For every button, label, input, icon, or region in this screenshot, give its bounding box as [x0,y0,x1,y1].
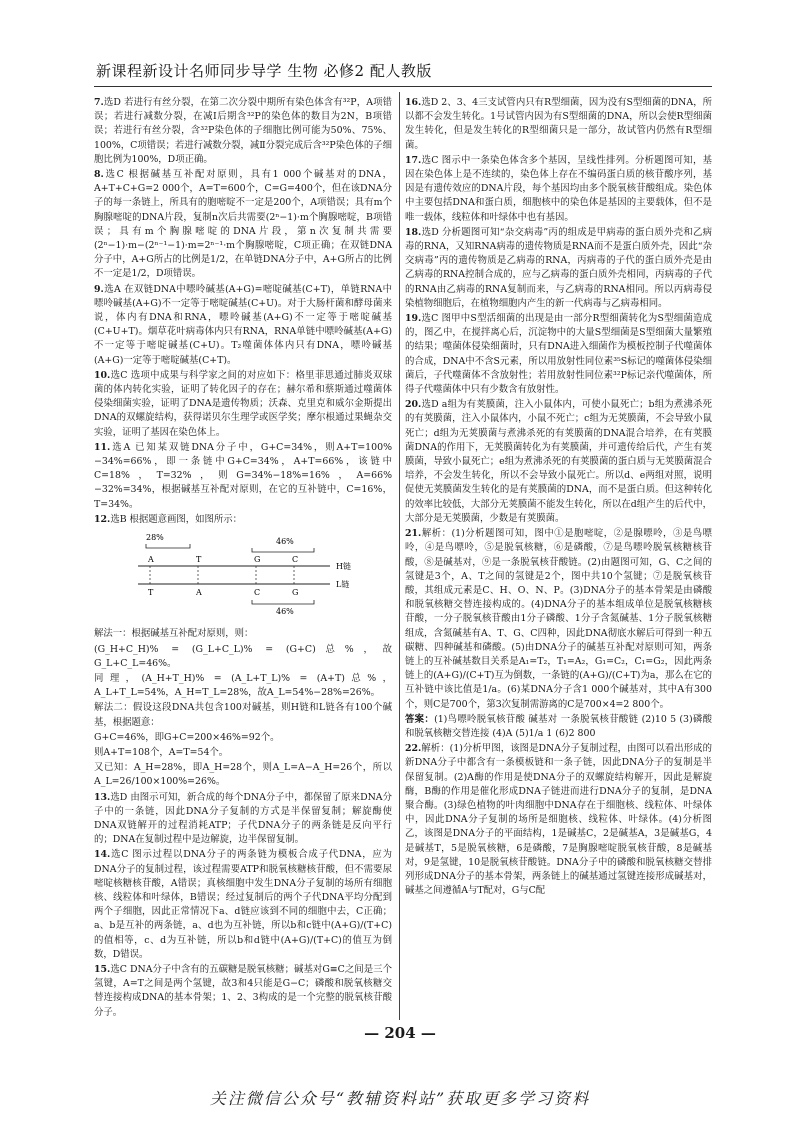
item-number: 21. [405,528,422,540]
answer-item [405,527,712,712]
left-column [94,96,392,1021]
l-letter: G [292,588,299,598]
answer-item [94,283,392,368]
brace-top-left [146,544,190,548]
item-number: 19. [405,313,422,325]
footer-note: 关注微信公众号“教辅资料站”获取更多学习资料 [209,1089,591,1108]
h-letter: A [148,555,154,565]
answer-item [94,513,392,527]
answer-item [94,369,392,440]
brace-top-mid [252,548,314,552]
item-number: 8. [94,169,104,181]
column-divider [399,92,400,1020]
item-text: 选C DNA分子中含有的五碳糖是脱氧核糖；碱基对G≡C之间是三个氢键，A=T之间是两个氢键，故3和4只能是G−C；磷酸和脱氧核糖交替连接构成DNA的基本骨架；1、2、3构成的是一个完整的脱氧核苷酸分子。 [94,963,392,1018]
solution-line: (G_H+C_H)% = (G_L+C_L)% = (G+C)总%，故G_L+C_L=46%。 [94,643,392,669]
diagram-top-percent: 28% [146,533,164,543]
running-header: 新课程新设计名师同步导学 生物 必修2 配人教版 [96,62,432,80]
header-rule [94,86,712,87]
item-text: 选D a组为有荚膜菌，注入小鼠体内，可使小鼠死亡；b组为煮沸杀死的有荚膜菌，注入小鼠体内，小鼠不死亡；c组为无荚膜菌，不会导致小鼠死亡；d组为无荚膜菌与煮沸杀死的有荚膜菌的DNA混合培养，在有荚膜菌DNA的作用下，无荚膜菌转化为有荚膜菌，并可遗传给后代，产生有荚膜菌，导致小鼠死亡；e组为煮沸杀死的有荚膜菌的蛋白质与无荚膜菌混合培养，不会发生转化，所以不会导致小鼠死亡。所以d、e两组对照，说明促使无荚膜菌发生转化的是有荚膜菌的DNA，而不是蛋白质。但这种转化的效率比较低，大部分无荚膜菌不能发生转化，所以在d组产生的后代中，大部分是无荚膜菌，少数是有荚膜菌。 [405,399,712,524]
item-number: 12. [94,513,111,525]
h-letter: G [254,555,261,565]
answer-item [405,154,712,225]
h-letter: C [292,555,299,565]
item-number: 11. [94,441,111,453]
solution-line: G+C=46%，即G+C=200×46%=92个。 [94,731,280,743]
item-text: 解析：(1)分析题图可知，图中①是胞嘧啶，②是腺嘌呤，③是鸟嘌呤，④是鸟嘌呤，⑤是脱氧核糖，⑥是磷酸，⑦是鸟嘌呤脱氧核糖核苷酸，⑧是碱基对，⑨是一条脱氧核苷酸链。(2)由题图可知，G、C之间的氢键是3个，A、T之间的氢键是2个，图中共10个氢键；⑦是脱氧核苷酸，其组成元素是C、H、O、N、P。(3)DNA分子的基本骨架是由磷酸和脱氧核糖交替连接构成的。(4)DNA分子的基本组成单位是脱氧核糖核苷酸，一分子脱氧核苷酸由1分子磷酸、1分子含氮碱基、1分子脱氧核糖组成，含氮碱基有A、T、G、C四种，因此DNA彻底水解后可得到一种五碳糖、四种碱基和磷酸。(5)由DNA分子的碱基互补配对原则可知，两条链上的互补碱基数目关系是A₁=T₂，T₁=A₂，G₁=C₂，C₁=G₂，因此两条链上的(A+G)/(C+T)互为倒数，一条链的(A+G)/(C+T)为a，那么在它的互补链中该比值是1/a。(6)某DNA分子含1 000个碱基对，其中A有300个，则C是700个，第3次复制需游离的C是700×4=2 800个。 [405,528,712,710]
solution-line: 则A+T=108个，A=T=54个。 [94,746,229,758]
l-letter: T [148,588,154,598]
page-number: — 204 — [364,1024,436,1042]
item-text: 选A 在双链DNA中嘌呤碱基(A+G)=嘧啶碱基(C+T)，单链RNA中嘌呤碱基(A+G)不一定等于嘧啶碱基(C+U)。对于大肠杆菌和酵母菌来说，体内有DNA和RNA，嘌呤碱基(A+G)不一定等于嘧啶碱基(C+U+T)。烟草花叶病毒体内只有RNA，RNA单链中嘌呤碱基(A+G)不一定等于嘧啶碱基(C+U)。T₂噬菌体体内只有DNA，嘌呤碱基(A+G)一定等于嘧啶碱基(C+T)。 [94,283,392,366]
answer-summary [405,713,712,741]
right-column [405,96,712,899]
answer-label: 答案： [405,713,435,725]
l-letter: C [254,588,261,598]
h-letter: T [196,555,202,565]
answer-item [94,791,392,848]
item-number: 18. [405,226,422,238]
item-text: 选C 选项中成果与科学家之间的对应如下：格里菲思通过肺炎双球菌的体内转化实验，证明了转化因子的存在；赫尔希和蔡斯通过噬菌体侵染细菌实验，证明了DNA是遗传物质；沃森、克里克和威尔金斯提出DNA的双螺旋结构，获得诺贝尔生理学或医学奖；摩尔根通过果蝇杂交实验，证明了基因在染色体上。 [94,369,392,438]
dna-strand-diagram [134,530,374,620]
brace-bottom-mid [252,600,314,604]
item-text: 选D 2、3、4三支试管内只有R型细菌，因为没有S型细菌的DNA，所以都不会发生转化。1号试管内因为有S型细菌的DNA，所以会使R型细菌发生转化，但是发生转化的R型细菌只是一部分，故试管内仍然有R型细菌。 [405,97,712,151]
item-number: 14. [94,849,111,861]
item-text: 选C 图示过程以DNA分子的两条链为模板合成子代DNA，应为DNA分子的复制过程，该过程需要ATP和脱氧核糖核苷酸，但不需要尿嘧啶核糖核苷酸，A错误；真核细胞中发生DNA分子复制的场所有细胞核、线粒体和叶绿体，B错误；经过复制后的两个子代DNA平均分配到两个子细胞，因此正常情况下a、d链应该到不同的细胞中去，C正确；a、b是互补的两条链，a、d也为互补链，所以b和c链中(A+G)/(T+C)的值相等，c、d为互补链，所以b和d链中(A+G)/(T+C)的值互为倒数，D错误。 [94,849,392,960]
item-number: 16. [405,97,422,108]
item-text: 选D 若进行有丝分裂，在第二次分裂中期所有染色体含有³²P，A项错误；若进行减数分裂，在减Ⅰ后期含³²P的染色体的数目为2N，B项错误；若进行有丝分裂，含³²P染色体的子细胞比例可能为50%、75%、100%，C项错误；若进行减数分裂，减Ⅱ分裂完成后含³²P染色体的子细胞比例为100%，D项正确。 [94,97,392,165]
solution-line: 解法二：假设这段DNA共包含100对碱基，则H链和L链各有100个碱基，根据题意： [94,702,392,728]
item-number: 22. [405,743,422,755]
item-text: 选C 图甲中S型活细菌的出现是由一部分R型细菌转化为S型细菌造成的，图乙中，在搅拌离心后，沉淀物中的大量S型细菌是S型细菌大量繁殖的结果；噬菌体侵染细菌时，只有DNA进入细菌作为模板控制子代噬菌体的合成，DNA中不含S元素，所以用放射性同位素³⁵S标记的噬菌体侵染细菌后，子代噬菌体不含放射性；若用放射性同位素³²P标记亲代噬菌体，所得子代噬菌体中只有少数含有放射性。 [405,313,712,396]
item-number: 10. [94,369,111,381]
answer-text: (1)鸟嘌呤脱氧核苷酸 碱基对 一条脱氧核苷酸链 (2)10 5 (3)磷酸和脱氧核糖交替连接 (4)A (5)1/a 1 (6)2 800 [405,713,712,739]
answer-item [405,312,712,397]
item-number: 17. [405,154,422,166]
l-letter: A [196,588,202,598]
item-number: 9. [94,283,104,295]
answer-item [94,848,392,962]
item-text: 选A 已知某双链DNA分子中，G+C=34%，则A+T=100%−34%=66%，即一条链中G+C=34%，A+T=66%，该链中C=18%，T=32%，则G=34%−18%=16%，A=66%−32%=34%，根据碱基互补配对原则，在它的互补链中，C=16%，T=34%。 [94,441,392,510]
solution-line: 同理，(A_H+T_H)% = (A_L+T_L)% = (A+T)总%，A_L+T_L=54%，A_H=T_L=28%，故A_L=54%−28%=26%。 [94,672,392,699]
item-text: 选D 分析题图可知“杂交病毒”丙的组成是甲病毒的蛋白质外壳和乙病毒的RNA，又知RNA病毒的遗传物质是RNA而不是蛋白质外壳，因此“杂交病毒”丙的遗传物质是乙病毒的RNA，丙病毒的子代的蛋白质外壳是由乙病毒的RNA控制合成的，应与乙病毒的蛋白质外壳相同，丙病毒的子代的RNA由乙病毒的RNA复制而来，与乙病毒的RNA相同。所以丙病毒侵染植物细胞后，在植物细胞内产生的新一代病毒与乙病毒相同。 [405,226,712,309]
answer-item [405,226,712,311]
answer-item [405,742,712,898]
h-strand-label: H链 [336,562,351,572]
answer-item [94,168,392,282]
item-number: 13. [94,791,111,803]
item-text: 选C 根据碱基互补配对原则，具有1 000个碱基对的DNA，A+T+C+G=2 000个，A=T=600个，C=G=400个，但在该DNA分子的每一条链上，所具有的胞嘧啶不一定是200个，A项错误；具有m个胸腺嘧啶的DNA片段，复制n次后共需要(2ⁿ−1)·m个胸腺嘧啶，B项错误；具有m个胸腺嘧啶的DNA片段，第n次复制共需要(2ⁿ−1)·m−(2ⁿ⁻¹−1)·m=2ⁿ⁻¹·m个胸腺嘧啶，C项正确；在双链DNA分子中，A+G所占的比例是1/2，在单链DNA分子中，A+G所占的比例不一定是1/2，D项错误。 [94,169,392,280]
solution-line: 解法一：根据碱基互补配对原则，则： [94,628,254,640]
solution-line: 又已知：A_H=28%，即A_H=28个，则A_L=A−A_H=26个，所以A_L=26/100×100%=26%。 [94,762,392,788]
item-text: 选C 图示中一条染色体含多个基因，呈线性排列。分析题图可知，基因在染色体上是不连续的，染色体上存在不编码蛋白质的核苷酸序列，基因是有遗传效应的DNA片段，每个基因均由多个脱氧核苷酸组成。染色体中主要包括DNA和蛋白质，细胞核中的染色体是基因的主要载体，但不是唯一载体，线粒体和叶绿体中也有基因。 [405,154,712,223]
item-text: 选B 根据题意画图，如图所示： [110,513,243,525]
answer-item [94,96,392,167]
item-text: 选D 由图示可知，新合成的每个DNA分子中，都保留了原来DNA分子中的一条链，因此DNA分子复制的方式是半保留复制；解旋酶使DNA双链解开的过程消耗ATP；子代DNA分子的两条链是反向平行的；DNA在复制过程中是边解旋，边半保留复制。 [94,791,392,846]
item-number: 15. [94,963,111,975]
item-number: 7. [94,97,104,108]
answer-item [405,96,712,153]
item-text: 解析：(1)分析甲图，该图是DNA分子复制过程，由图可以看出形成的新DNA分子中都含有一条模板链和一条子链，因此DNA分子的复制是半保留复制。(2)A酶的作用是使DNA分子的双螺旋结构解开，因此是解旋酶，B酶的作用是催化形成DNA子链进而进行DNA分子的复制，是DNA聚合酶。(3)绿色植物的叶肉细胞中DNA存在于细胞核、线粒体、叶绿体中，因此DNA分子复制的场所是细胞核、线粒体、叶绿体。(4)分析图乙，该图是DNA分子的平面结构，1是碱基C，2是碱基A，3是碱基G，4是碱基T，5是脱氧核糖，6是磷酸，7是胸腺嘧啶脱氧核苷酸，8是碱基对，9是氢键，10是脱氧核苷酸链。DNA分子中的磷酸和脱氧核糖交替排列形成DNA分子的基本骨架，两条链上的碱基通过氢键连接形成碱基对，碱基之间遵循A与T配对，G与C配 [405,743,712,897]
diagram-bottom-percent: 46% [276,607,294,617]
answer-item [94,963,392,1020]
l-strand-label: L链 [336,580,350,590]
diagram-mid-percent: 46% [276,537,294,547]
answer-item [94,441,392,512]
answer-item [405,398,712,526]
item-number: 20. [405,399,422,411]
